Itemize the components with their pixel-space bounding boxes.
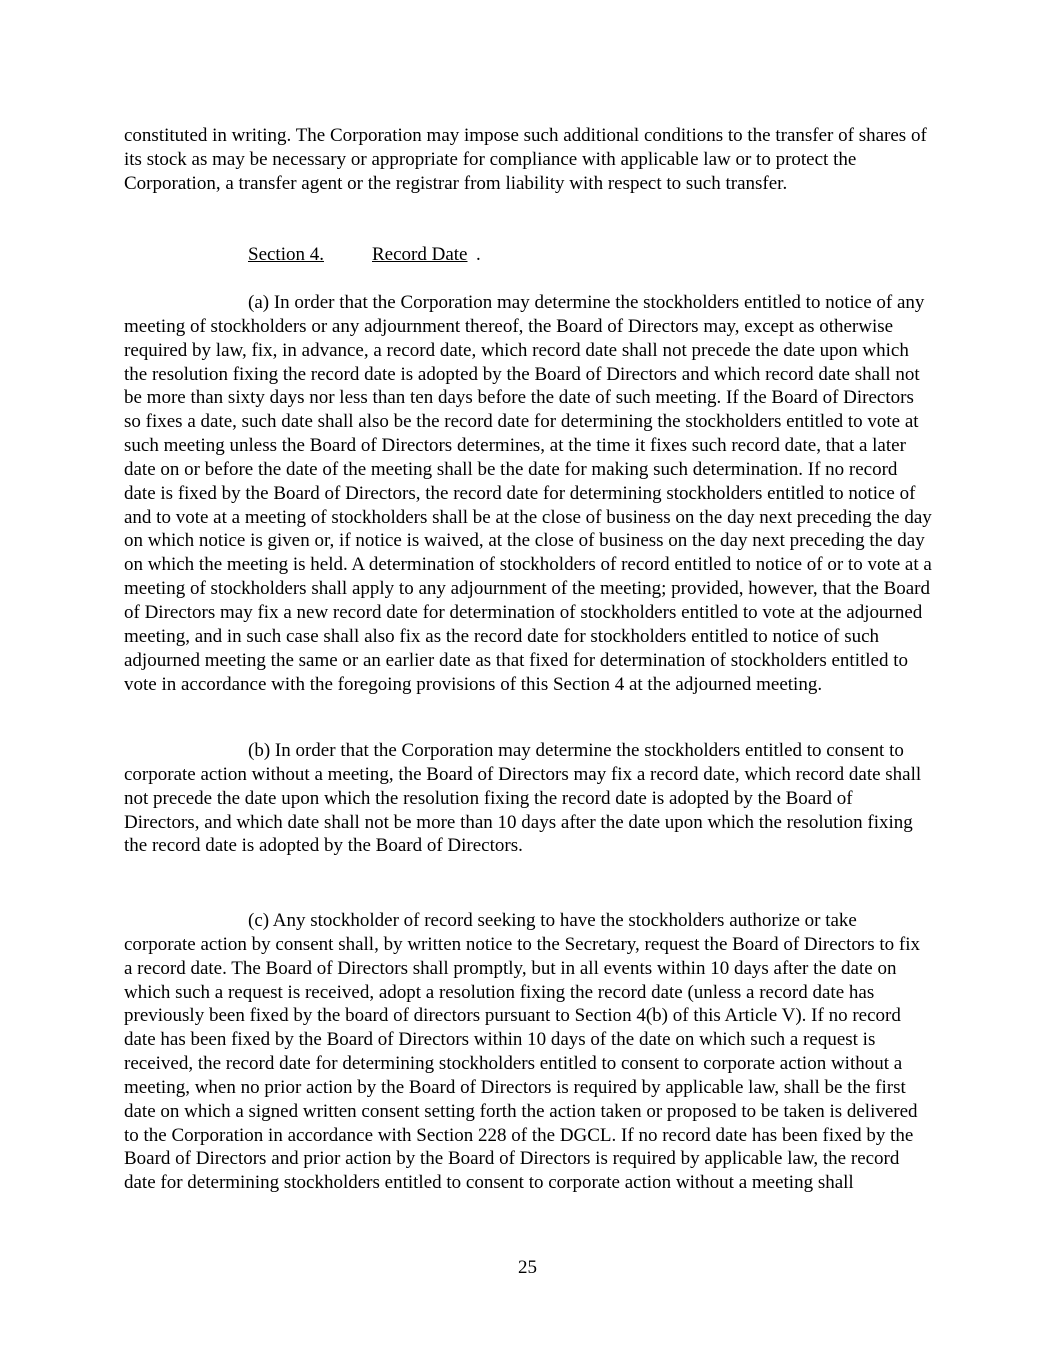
paragraph-b: (b) In order that the Corporation may determine the stockholders entitled to consent to corporate action without a meeting, the Board of Directors may fix a record date, which record date shall not precede the date upon which the resolution fixing the record date is adopted by the Board of Directors, and which date shall not be more than 10 days after the date upon which the resolution fixing the record date is adopted by the Board of Directors. — [124, 740, 922, 857]
section-title: Record Date — [372, 244, 468, 265]
paragraph-c: (c) Any stockholder of record seeking to have the stockholders authorize or take corporate action by consent shall, by written notice to the Secretary, request the Board of Directors to fix a record date. The Board of Directors shall promptly, but in all events within 10 days after the date on which such a request is received, adopt a resolution fixing the record date (unless a record date has previously been fixed by the board of directors pursuant to Section 4(b) of this Article V). If no record date has been fixed by the Board of Directors within 10 days of the date on which such a request is received, the record date for determining stockholders entitled to consent to corporate action without a meeting, when no prior action by the Board of Directors is required by applicable law, shall be the first date on which a signed written consent setting forth the action taken or proposed to be taken is delivered to the Corporation in accordance with Section 228 of the DGCL. If no record date has been fixed by the Board of Directors and prior action by the Board of Directors is required by applicable law, the record date for determining stockholders entitled to consent to corporate action without a meeting shall — [124, 910, 920, 1194]
section-number: Section 4. — [248, 244, 324, 265]
intro-paragraph: constituted in writing. The Corporation may impose such additional conditions to the transfer of shares of its stock as may be necessary or appropriate for compliance with applicable law or to protect the Corporation, a transfer agent or the registrar from liability with respect to such transfer. — [124, 125, 927, 194]
page-number: 25 — [518, 1257, 537, 1278]
paragraph-a: (a) In order that the Corporation may determine the stockholders entitled to notice of any meeting of stockholders or any adjournment thereof, the Board of Directors may, except as otherwise required by law, fix, in advance, a record date, which record date shall not precede the date upon which the resolution fixing the record date is adopted by the Board of Directors and which record date shall not be more than sixty days nor less than ten days before the date of such meeting. If the Board of Directors so fixes a date, such date shall also be the record date for determining the stockholders entitled to vote at such meeting unless the Board of Directors determines, at the time it fixes such record date, that a later date on or before the date of the meeting shall be the date for making such determination. If no record date is fixed by the Board of Directors, the record date for determining stockholders entitled to notice of and to vote at a meeting of stockholders shall be at the close of business on the day next preceding the day on which notice is given or, if notice is waived, at the close of business on the day next preceding the day on which the meeting is held. A determination of stockholders of record entitled to notice of or to vote at a meeting of stockholders shall apply to any adjournment of the meeting; provided, however, that the Board of Directors may fix a new record date for determination of stockholders entitled to vote at the adjourned meeting, and in such case shall also fix as the record date for stockholders entitled to notice of such adjourned meeting the same or an earlier date as that fixed for determination of stockholders entitled to vote in accordance with the foregoing provisions of this Section 4 at the adjourned meeting. — [124, 292, 932, 695]
section-heading — [248, 243, 481, 267]
section-title-punctuation: . — [476, 244, 481, 265]
